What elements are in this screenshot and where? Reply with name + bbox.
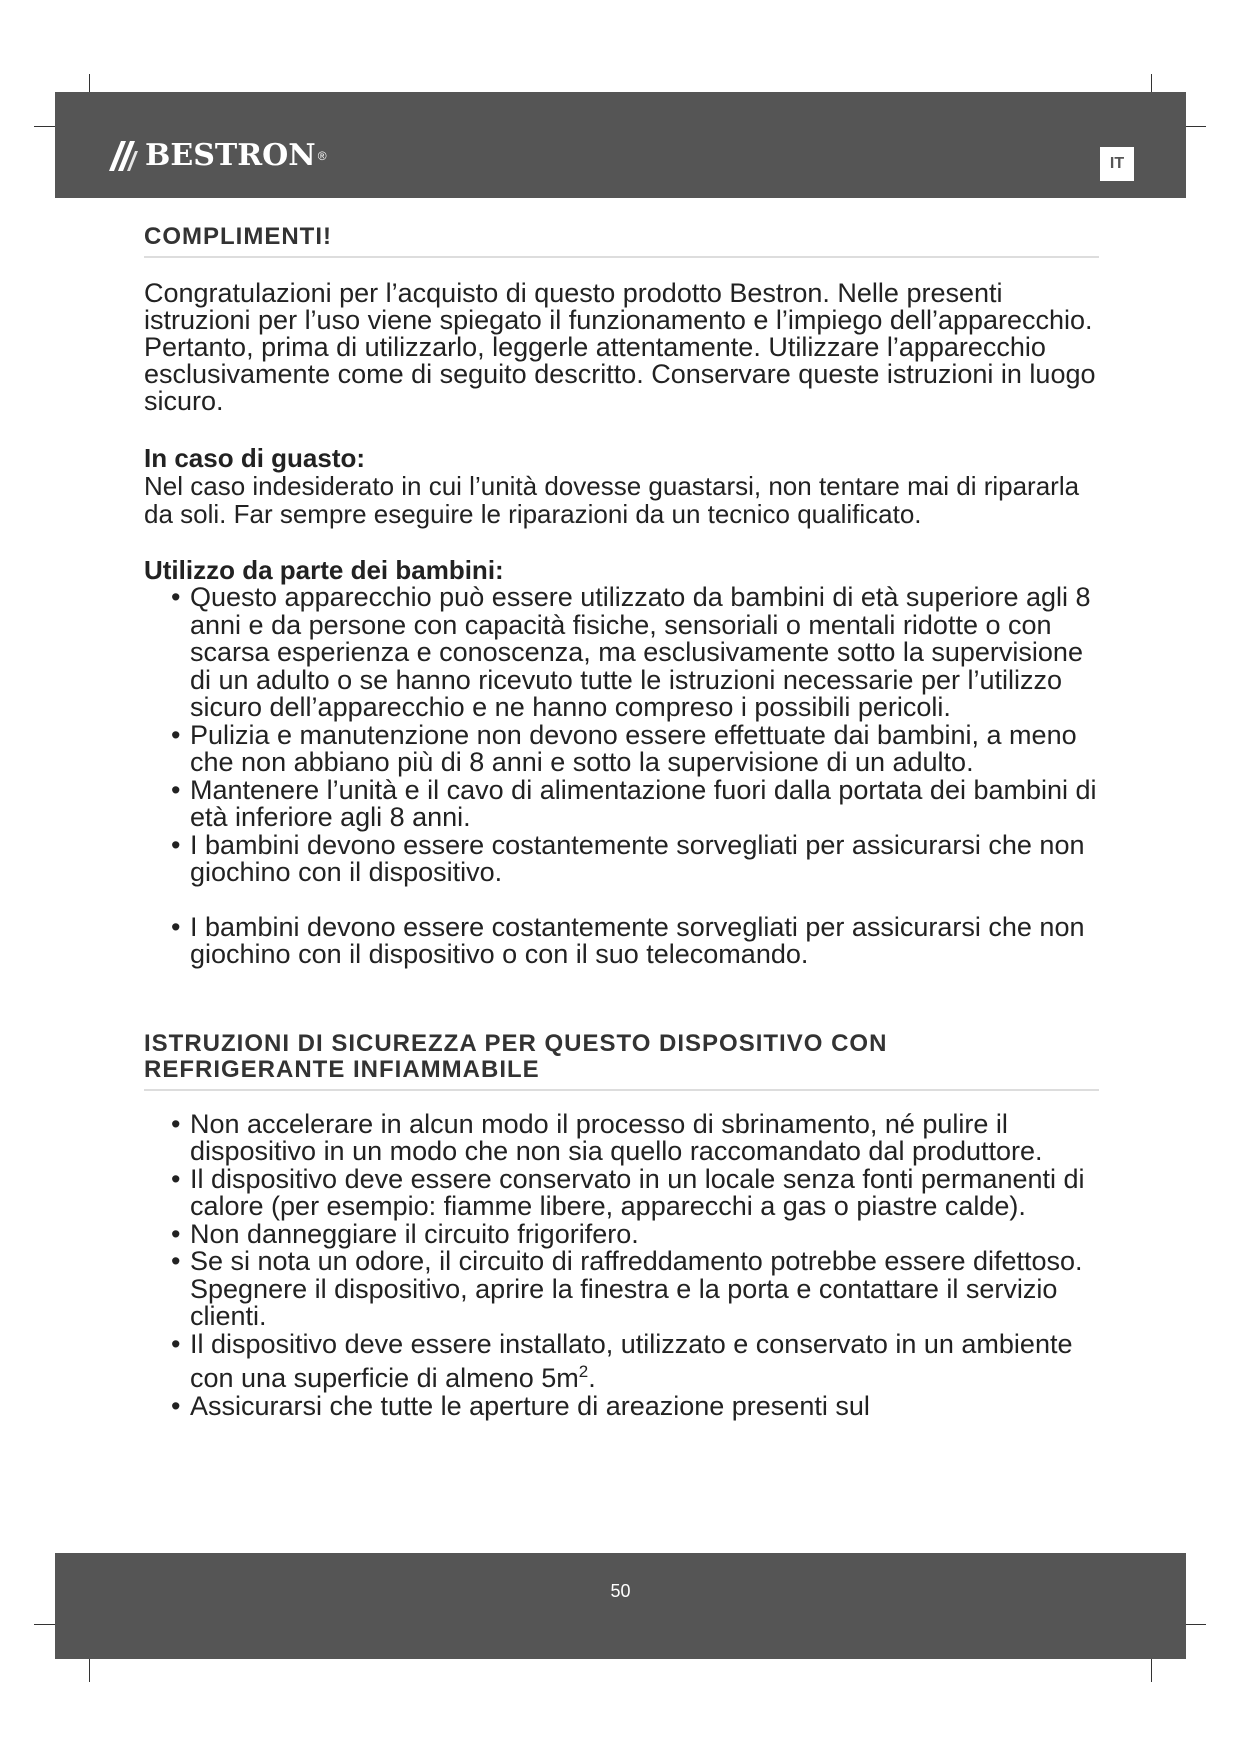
fault-text: Nel caso indesiderato in cui l’unità dovesse guastarsi, non tentare mai di ripararla da soli. Far sempre eseguire le riparazioni da un tecnico qualificato. [144,471,1080,529]
list-item-text: Non danneggiare il circuito frigorifero. [190,1218,639,1249]
brand-name: BESTRON [145,138,316,173]
bullet: • [171,829,181,860]
bullet: • [171,1390,181,1421]
bullet: • [171,911,181,942]
language-badge: IT [1100,147,1134,181]
bullet: • [171,1163,181,1194]
list-item-text: Se si nota un odore, il circuito di raffreddamento potrebbe essere difettoso. Spegnere il dispositivo, aprire la finestra e la porta e contattare il servizio clienti. [190,1246,1083,1331]
list-item [144,911,1099,969]
brand-logo [107,138,327,173]
chevrons-icon [107,139,139,173]
list-item [144,719,1099,777]
page-content [144,224,1099,1420]
list-item [144,1328,1099,1393]
list-item [144,1248,1099,1331]
section-title-safety [144,1031,1099,1091]
registered-mark: ® [317,148,327,163]
section-title-compliments: COMPLIMENTI! [144,224,1099,258]
bullet: • [171,1328,181,1359]
section-title-line: ISTRUZIONI DI SICUREZZA PER QUESTO DISPOSITIVO CON [144,1029,888,1057]
list-item-text: Il dispositivo deve essere installato, utilizzato e conservato in un ambiente con una superficie di almeno 5m [190,1328,1073,1393]
list-item [144,1390,1099,1421]
children-list [144,584,1099,887]
list-item [144,1108,1099,1166]
list-item [144,1218,1099,1249]
list-item-text: Questo apparecchio può essere utilizzato da bambini di età superiore agli 8 anni e da persone con capacità fisiche, sensoriali o mentali ridotte o con scarsa esperienza e conoscenza, ma esclusivamente sotto la supervisione di un adulto o se hanno ricevuto tutte le istruzioni necessarie per l’utilizzo sicuro dell’apparecchio e ne hanno compreso i possibili pericoli. [190,582,1091,722]
list-item [144,584,1099,722]
list-item [144,1163,1099,1221]
list-item-text: Non accelerare in alcun modo il processo di sbrinamento, né pulire il dispositivo in un modo che non sia quello raccomandato dal produttore. [190,1108,1043,1166]
list-item [144,829,1099,887]
bullet: • [171,582,181,612]
list-item-text: Il dispositivo deve essere conservato in un locale senza fonti permanenti di calore (per esempio: fiamme libere, apparecchi a gas o piastre calde). [190,1163,1085,1221]
list-item-text: Pulizia e manutenzione non devono essere effettuate dai bambini, a meno che non abbiano più di 8 anni e sotto la supervisione di un adulto. [190,719,1077,777]
bullet: • [171,1246,181,1276]
list-item-text: Mantenere l’unità e il cavo di alimentazione fuori dalla portata dei bambini di età inferiore agli 8 anni. [190,774,1097,832]
fault-heading: In caso di guasto: [144,443,366,473]
children-extra-list [144,911,1099,969]
list-item-text: . [588,1363,596,1393]
page-number: 50 [610,1581,631,1601]
list-item-text: I bambini devono essere costantemente sorvegliati per assicurarsi che non giochino con il dispositivo o con il suo telecomando. [190,911,1085,969]
bullet: • [171,719,181,750]
bullet: • [171,774,181,805]
section-title-line: REFRIGERANTE INFIAMMABILE [144,1055,540,1083]
intro-paragraph: Congratulazioni per l’acquisto di questo prodotto Bestron. Nelle presenti istruzioni per l’uso viene spiegato il funzionamento e l’impiego dell’apparecchio. Pertanto, prima di utilizzarlo, leggerle attentamente. Utilizzare l’apparecchio esclusivamente come di seguito descritto. Conservare queste istruzioni in luogo sicuro. [144,278,1096,416]
superscript: 2 [578,1362,589,1381]
footer-bar [55,1553,1186,1659]
bullet: • [171,1108,181,1139]
header-bar [55,92,1186,198]
list-item [144,774,1099,832]
safety-list [144,1108,1099,1421]
bullet: • [171,1218,181,1249]
list-item-text: I bambini devono essere costantemente sorvegliati per assicurarsi che non giochino con il dispositivo. [190,829,1085,887]
children-heading: Utilizzo da parte dei bambini: [144,555,504,585]
list-item-text: Assicurarsi che tutte le aperture di areazione presenti sul [190,1390,870,1421]
